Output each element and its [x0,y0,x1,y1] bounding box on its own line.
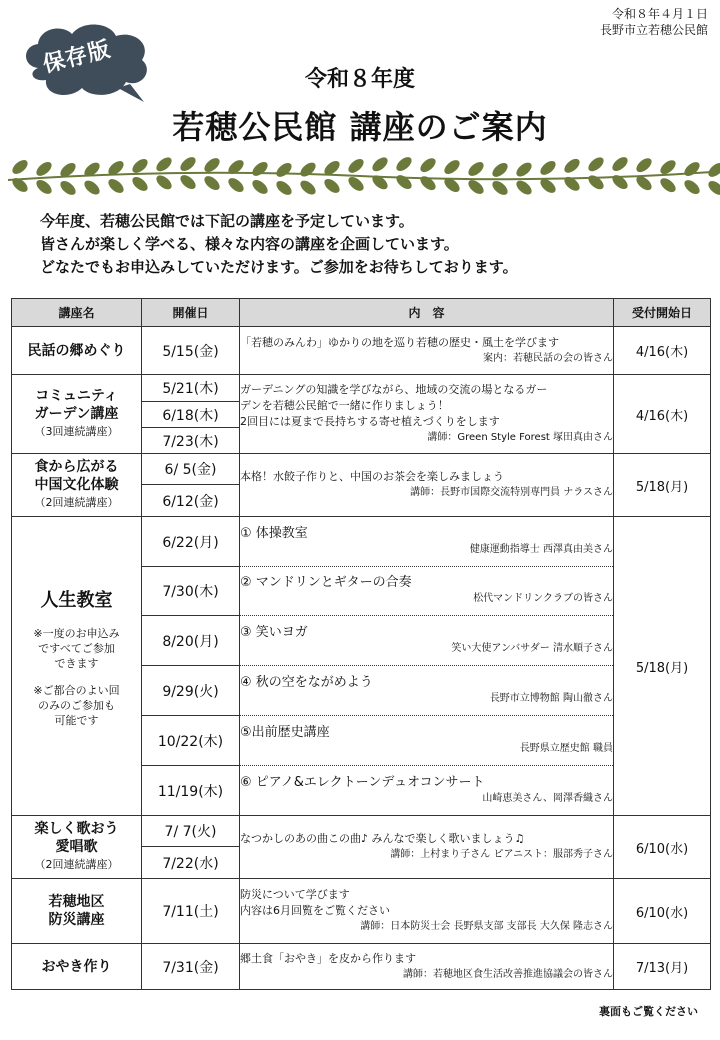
course-content [240,879,614,944]
leaf-icon [34,159,54,178]
session-title: ① 体操教室 [240,525,308,541]
course-content [240,616,614,666]
note-line: できます [54,657,99,670]
note-line: ※一度のお申込み [33,627,120,640]
leaf-icon [178,154,198,173]
badge-text: 保存版 [40,36,114,78]
course-note [12,683,141,728]
leaf-icon [346,156,366,175]
course-instructor: 講師：日本防災士会 長野県支部 支部長 大久保 隆志さん [360,921,613,932]
course-date: 7/ 7(火) [142,816,240,847]
course-date: 7/30(木) [142,567,240,616]
leaf-icon [10,157,30,176]
course-description: 2回目には夏まで長持ちする寄せ植えづくりをします [240,415,500,428]
course-date: 5/15(金) [142,327,240,375]
course-name [12,454,142,517]
page-title: 若穂公民館 講座のご案内 [172,108,548,146]
leaf-icon [706,160,720,179]
course-content [240,766,614,816]
leaf-icon [658,176,678,195]
course-date: 6/12(金) [142,485,240,517]
course-name-line: 愛唱歌 [55,839,98,855]
course-name-line: 防災講座 [48,912,105,928]
leaf-icon [298,178,318,197]
reception-date: 6/10(水) [614,816,711,879]
leaf-icon [58,178,78,197]
course-date: 7/23(木) [142,428,240,454]
leaf-icon [586,173,606,192]
footer-note: 裏面もご覧ください [599,1005,698,1018]
course-name: 民話の郷めぐり [12,327,142,375]
page-subtitle: 令和８年度 [304,67,415,92]
table-row [12,454,711,485]
note-line: 可能です [54,714,99,727]
course-name: おやき作り [12,944,142,990]
leaf-icon [298,160,318,179]
leaf-icon [442,157,462,176]
leaf-icon [106,176,126,195]
organization-name: 長野市立若穂公民館 [599,23,708,37]
reception-date: 5/18(月) [614,454,711,517]
leaf-icon [226,175,246,194]
course-description: 「若穂のみんわ」ゆかりの地を巡り若穂の歴史・風土を学びます [240,335,559,349]
leaf-icon [514,178,534,197]
course-instructor: 講師：上村まり子さん ピアニスト：服部秀子さん [390,849,613,860]
course-date: 7/31(金) [142,944,240,990]
session-title: ② マンドリンとギターの合奏 [240,575,412,590]
course-date: 6/22(月) [142,517,240,567]
course-table [11,298,711,990]
course-instructor: 講師：Green Style Forest 塚田真由さん [427,432,613,443]
session-title: ④ 秋の空をながめよう [240,674,373,690]
course-date: 6/ 5(金) [142,454,240,485]
leaf-icon [634,156,654,175]
course-name [12,375,142,454]
course-date: 8/20(月) [142,616,240,666]
leaf-icon [346,174,366,193]
reception-date: 5/18(月) [614,517,711,816]
course-description: 内容は6月回覧をご覧ください [240,904,390,917]
note-line: ※ご都合のよい回 [33,684,120,697]
leaf-icon [418,156,438,175]
leaf-icon [466,177,486,196]
leaf-icon [682,177,702,196]
intro-text [40,210,518,279]
course-date: 11/19(木) [142,766,240,816]
course-date: 10/22(木) [142,716,240,766]
course-name [12,517,142,816]
course-content [240,666,614,716]
course-instructor: 長野市立博物館 陶山徹さん [489,692,613,704]
course-name-line: コミュニティ [35,388,118,404]
leaf-icon [130,174,150,193]
course-instructor: 講師：長野市国際交流特別専門員 ナラスさん [410,487,613,498]
course-instructor: 笑い大使アンバサダー 清水順子さん [451,642,613,654]
course-date: 6/18(木) [142,402,240,428]
course-name-line: ガーデン講座 [34,406,119,422]
course-note: （2回連続講座） [34,496,119,509]
course-instructor: 松代マンドリンクラブの皆さん [473,593,613,604]
leaf-icon [490,178,510,197]
leaf-icon [706,178,720,197]
leaf-icon [34,177,54,196]
course-content [240,327,614,375]
table-row [12,327,711,375]
session-title: ⑥ ピアノ&エレクトーンデュオコンサート [240,774,485,790]
intro-line: 今年度、若穂公民館では下記の講座を予定しています。 [40,212,414,230]
course-name-line: 若穂地区 [48,894,105,910]
leaf-icon [514,160,534,179]
leaf-icon [418,174,438,193]
course-name [12,816,142,879]
leaf-icon [562,174,582,193]
course-date: 5/21(木) [142,375,240,402]
leaf-icon [538,158,558,177]
course-instructor: 健康運動指導士 西澤真由美さん [469,543,613,555]
leaf-icon [250,177,270,196]
session-title: ③ 笑いヨガ [240,624,308,640]
leaf-icon [562,156,582,175]
course-content [240,375,614,454]
course-description: 郷土食「おやき」を皮から作ります [240,951,416,965]
course-content [240,567,614,616]
course-date: 9/29(火) [142,666,240,716]
column-header: 内 容 [240,299,614,327]
leaf-icon [682,159,702,178]
course-description: ガーデニングの知識を学びながら、地域の交流の場となるガー [240,383,548,396]
course-instructor: 講師：若穂地区食生活改善推進協議会の皆さん [403,968,613,980]
leaf-icon [370,155,390,174]
leaf-icon [322,176,342,195]
intro-line: どなたでもお申込みしていただけます。ご参加をお待ちしております。 [40,258,518,276]
course-name [12,879,142,944]
table-header-row [12,299,711,327]
leaf-icon [154,173,174,192]
table-row [12,375,711,402]
course-instructor: 長野県立歴史館 職員 [519,742,613,754]
note-line: のみのご参加も [38,699,115,712]
course-content [240,716,614,766]
course-content [240,454,614,517]
reception-date: 4/16(木) [614,327,711,375]
leaf-icon [250,159,270,178]
course-note [12,626,141,671]
leaf-icon [82,178,102,197]
column-header: 受付開始日 [614,299,711,327]
course-note: （3回連続講座） [34,425,119,438]
leaf-icon [394,172,414,191]
note-line: ですべてご参加 [38,642,115,655]
leaf-icon [154,155,174,174]
table-row [12,816,711,847]
leaf-icon [274,178,294,197]
leaf-icon [394,154,414,173]
course-description: 本格！水餃子作りと、中国のお茶会を楽しみましょう [240,470,504,483]
leaf-icon [466,159,486,178]
course-name-line: 中国文化体験 [34,477,119,493]
leaf-icon [610,172,630,191]
reception-date: 7/13(月) [614,944,711,990]
session-title: ⑤出前歴史講座 [240,724,330,740]
course-name-line: 楽しく歌おう [34,821,119,837]
vine-decoration-icon [0,150,720,204]
column-header: 講座名 [12,299,142,327]
course-date: 7/22(水) [142,847,240,879]
table-row [12,517,711,567]
course-content [240,944,614,990]
course-name-line: 人生教室 [40,590,113,611]
course-instructor: 案内：若穂民話の会の皆さん [483,352,613,364]
course-content [240,517,614,567]
course-instructor: 山崎恵美さん、岡澤香織さん [482,792,613,804]
leaf-icon [586,155,606,174]
course-content [240,816,614,879]
table-row [12,944,711,990]
course-description: 防災について学びます [240,888,350,901]
table-row [12,879,711,944]
course-description: デンを若穂公民館で一緒に作りましょう！ [240,399,449,412]
header-meta [600,6,708,38]
leaf-icon [202,173,222,192]
column-header: 開催日 [142,299,240,327]
reception-date: 4/16(木) [614,375,711,454]
course-note: （2回連続講座） [34,858,119,871]
intro-line: 皆さんが楽しく学べる、様々な内容の講座を企画しています。 [40,235,459,253]
course-date: 7/11(土) [142,879,240,944]
course-description: なつかしのあの曲この曲♪ みんなで楽しく歌いましょう♫ [240,832,525,845]
leaf-icon [178,172,198,191]
leaf-icon [610,154,630,173]
reception-date: 6/10(水) [614,879,711,944]
course-name-line: 食から広がる [34,459,119,475]
leaf-icon [274,160,294,179]
issue-date: 令和８年４月１日 [611,7,708,21]
leaf-icon [490,160,510,179]
